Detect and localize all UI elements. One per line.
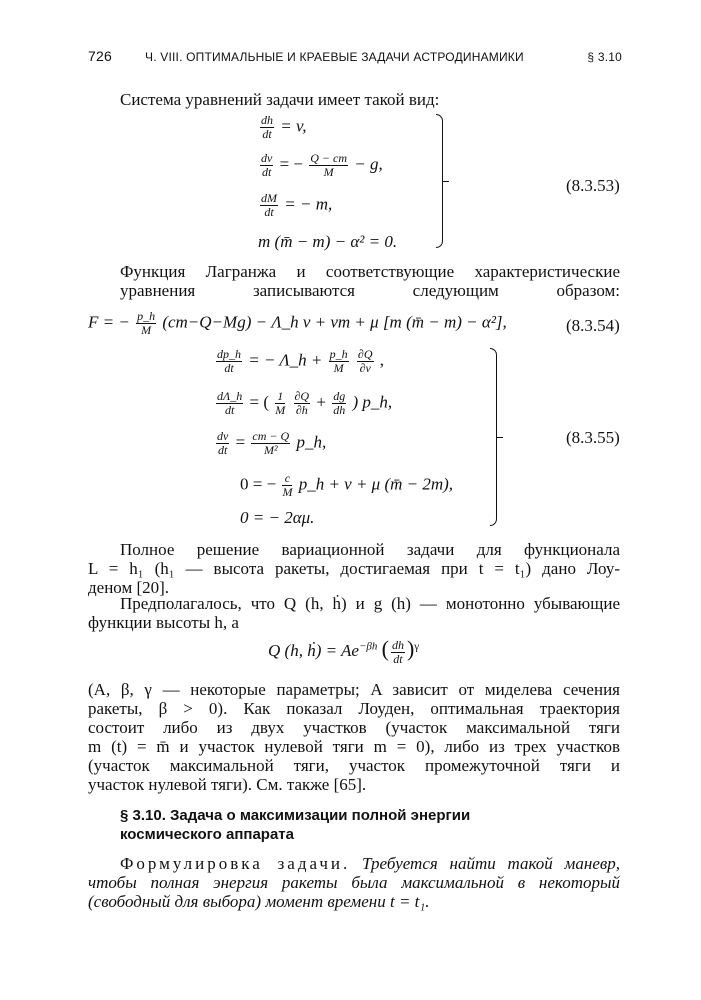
brace-system1: [436, 114, 443, 248]
eq-label-8-3-54: (8.3.54): [566, 316, 620, 335]
section-marker: § 3.10: [587, 50, 622, 64]
eq-mass-constraint: m (m̄ − m) − α² = 0.: [258, 232, 398, 251]
eq-alpha-mu: 0 = − 2αμ.: [240, 508, 315, 527]
paragraph-formulation: Формулировка задачи. Требуется найти такой маневр, чтобы полная энергия ракеты была максимальной в некоторый (свободный для выбора) момент времени t = t₁.: [88, 854, 620, 911]
paragraph-assumption: Предполагалось, что Q (h, ḣ) и g (h) — монотонно убывающие функции высоты h, а: [88, 594, 620, 632]
eq-dLambda-dt: $\frac{d\Lambda\_h}{dt}$ = ( $\frac{1}{M}$ $\frac{\partial Q}{\partial h}$ + $\frac{dg}{dh}$ ) p_h,: [217, 389, 393, 417]
eq-label-8-3-53: (8.3.53): [566, 176, 620, 195]
eq-lagrange-function: F = − $\frac{p\_h}{M}$ (cm−Q−Mg) − Λ_h v + νm + μ [m (m̄ − m) − α²],: [88, 309, 507, 337]
eq-dph-dt: $\frac{dp\_h}{dt}$ = − Λ_h + $\frac{p\_h}{M}$ $\frac{\partial Q}{\partial v}$ ,: [217, 347, 384, 375]
eq-Q-function: Q (h, ḣ) = $Ae^{-\beta h}$ ( $\frac{dh}{dt}$ )$^\gamma$: [268, 636, 420, 666]
eq-dM-dt: $\frac{dM}{dt}$ = − m,: [261, 191, 333, 219]
eq-dnu-dt: $\frac{d\nu}{dt}$ = $\frac{cm - Q}{\text{M²}}$ p_h,: [217, 429, 327, 457]
lagrange-paragraph: Функция Лагранжа и соответствующие характеристические уравнения записываются следующим образом:: [120, 262, 620, 300]
paragraph-lowden-solution: Полное решение вариационной задачи для функционала L = h₁ (h₁ — высота ракеты, достигаемая при t = t₁) дано Лоу- деном [20].: [88, 540, 620, 597]
eq-label-8-3-55: (8.3.55): [566, 428, 620, 447]
brace-system2: [490, 348, 497, 526]
paragraph-parameters: (A, β, γ — некоторые параметры; A зависит от миделева сечения ракеты, β > 0). Как показал Лоуден, оптимальная траектория состоит либо из двух участков (участок максимальной тяги m (t) = m̄ и участок нулевой тяги m = 0), либо из трех участков (участок максимальной тяги, участок промежуточной тяги и участок нулевой тяги). См. также [65].: [88, 680, 620, 794]
section-heading: § 3.10. Задача о максимизации полной энергии космического аппарата: [120, 807, 471, 843]
page-number: 726: [88, 48, 112, 64]
running-title: Ч. VIII. ОПТИМАЛЬНЫЕ И КРАЕВЫЕ ЗАДАЧИ АСТРОДИНАМИКИ: [145, 50, 524, 64]
eq-zero-thrust-condition: 0 = − $\frac{c}{M}$ p_h + ν + μ (m̄ − 2m),: [240, 471, 454, 499]
running-header: [88, 48, 622, 70]
intro-text: Система уравнений задачи имеет такой вид:: [120, 90, 440, 109]
eq-dv-dt: $\frac{dv}{dt}$ = − $\frac{Q - cm}{M}$ − g,: [261, 151, 383, 179]
eq-dh-dt: $\frac{dh}{dt}$ = v,: [261, 113, 307, 141]
